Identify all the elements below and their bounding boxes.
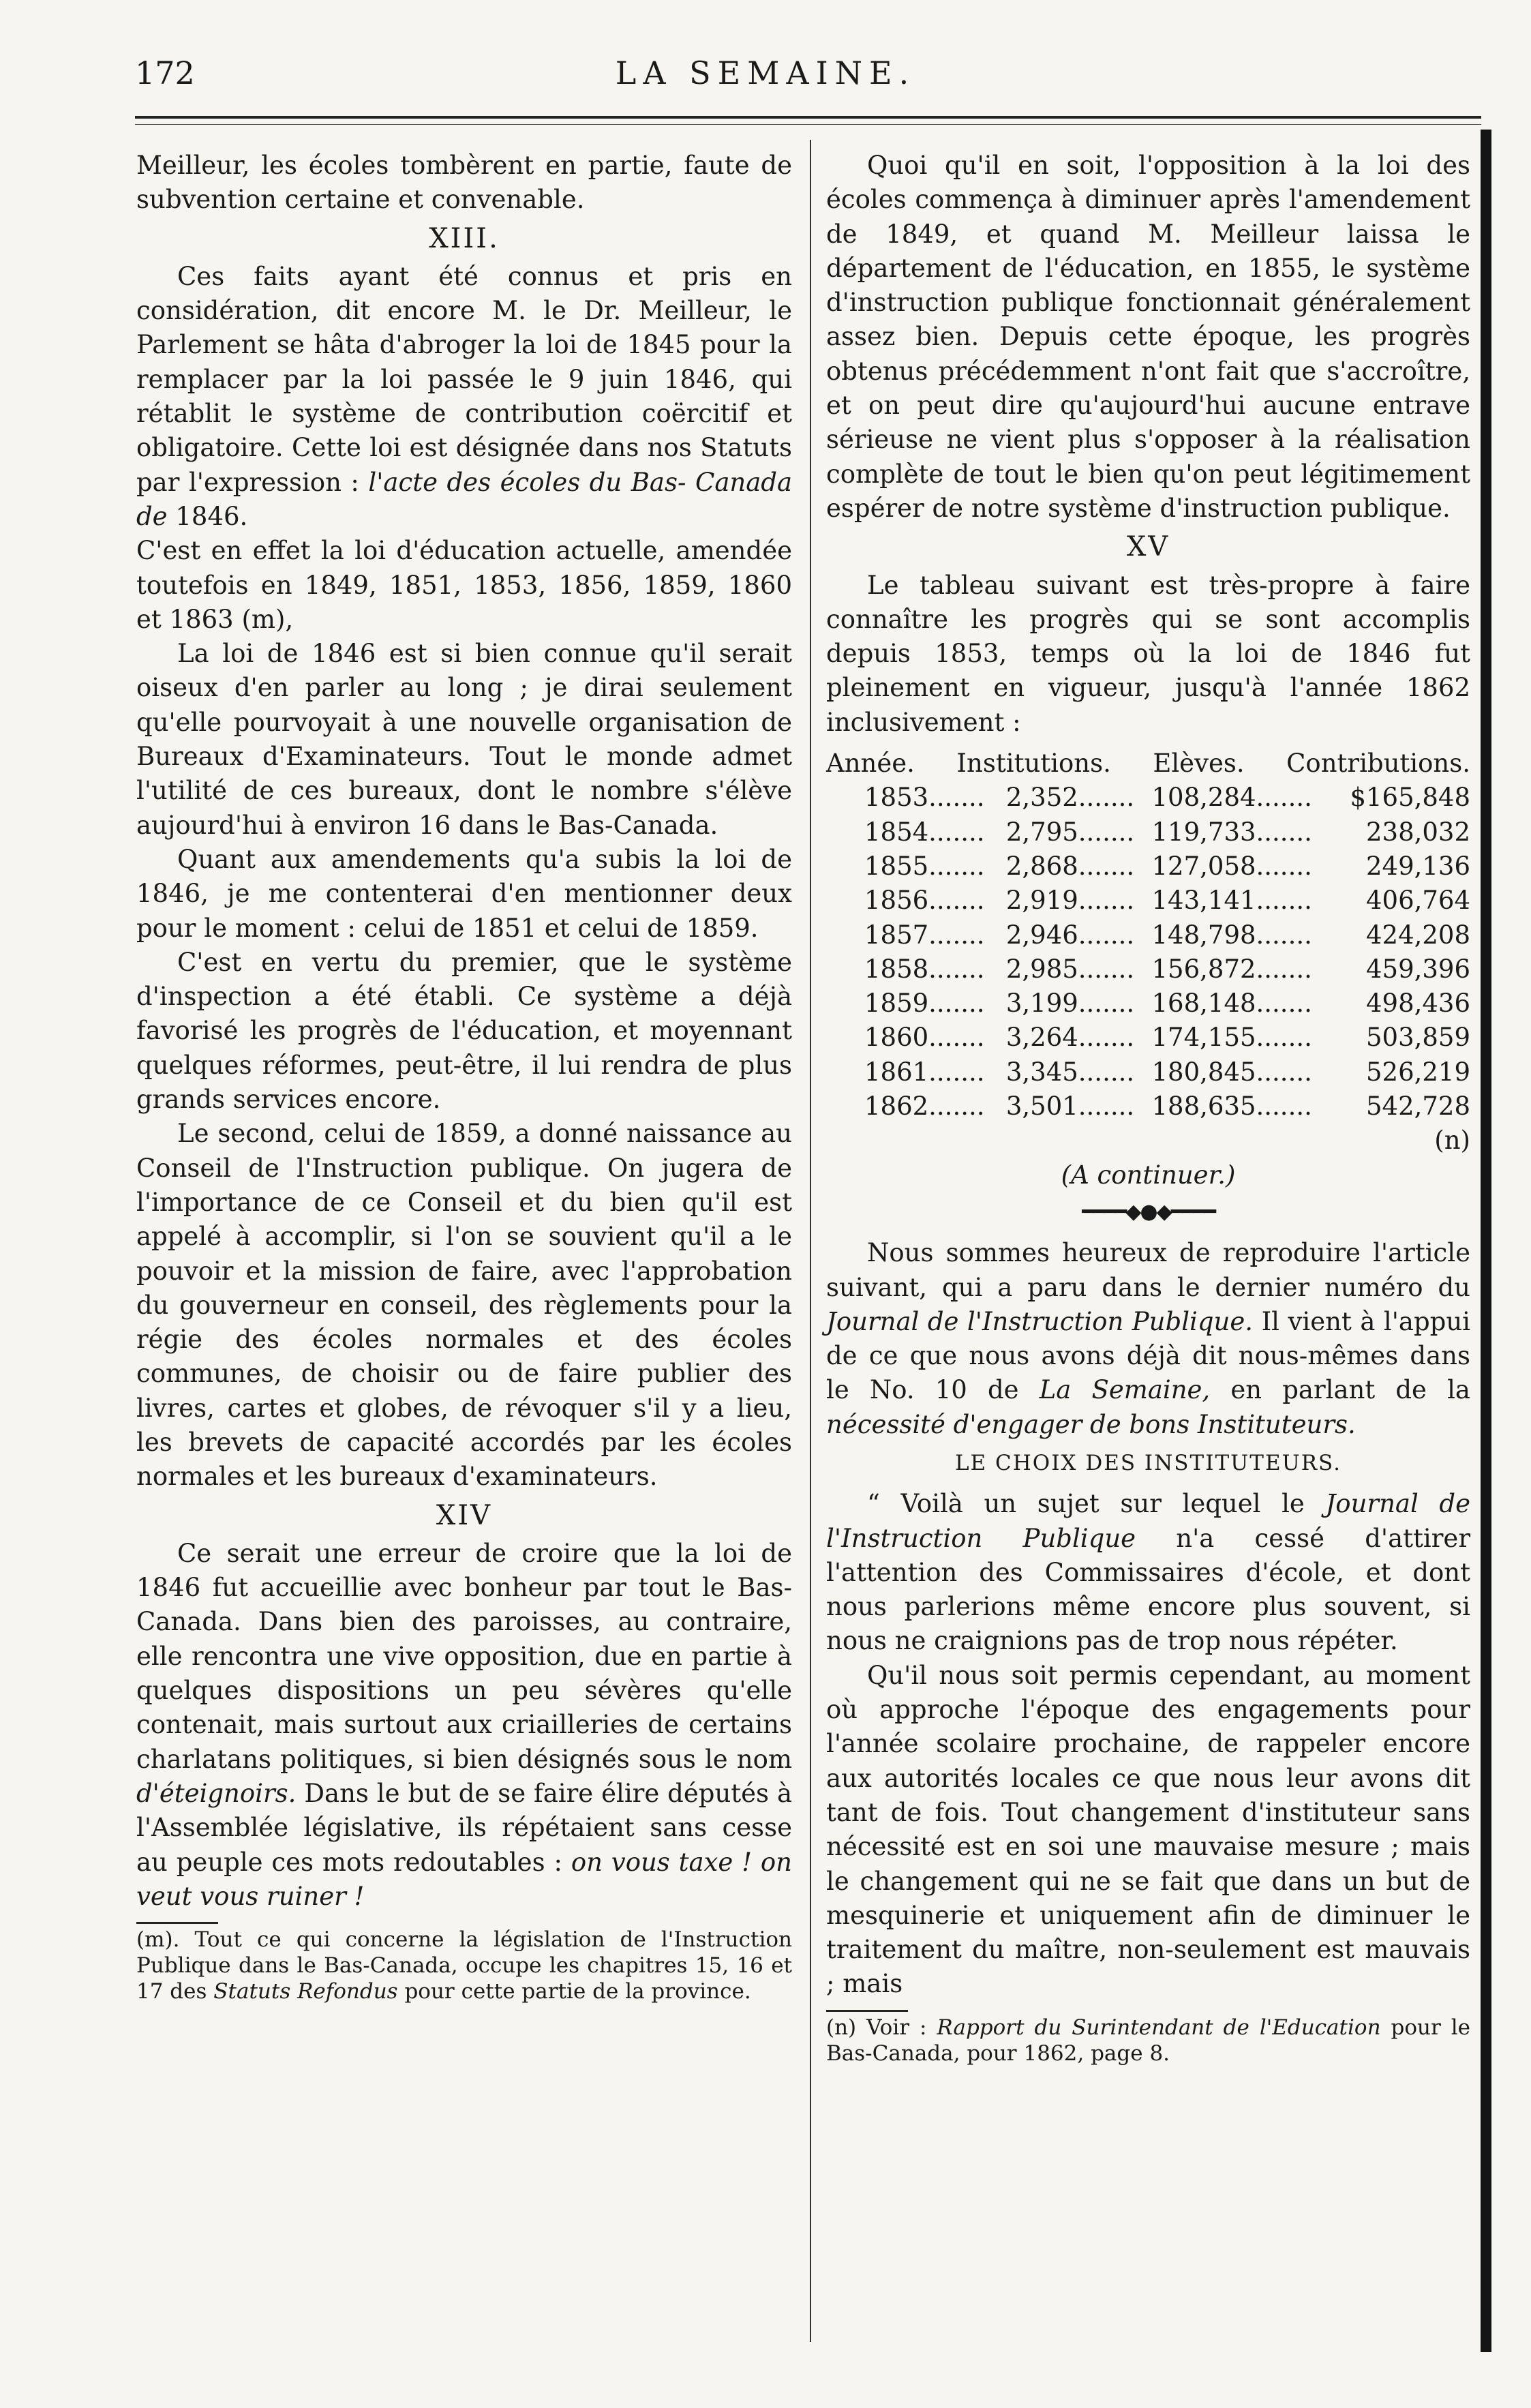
contributions-cell: 249,136 <box>1365 851 1470 881</box>
table-row <box>826 884 1470 918</box>
section-heading-xv: XV <box>1126 531 1170 563</box>
italic-text: l'acte des écoles du Bas- Canada de <box>136 467 793 531</box>
contributions-cell: 424,208 <box>1365 920 1470 950</box>
text: “ Voilà un sujet sur lequel le <box>867 1489 1305 1519</box>
contributions-cell: 406,764 <box>1365 886 1470 916</box>
contributions-cell: $165,848 <box>1350 783 1470 813</box>
eleves-cell: 188,635....... <box>1151 1092 1312 1122</box>
text: en parlant de la <box>1230 1375 1470 1405</box>
article-heading: LE CHOIX DES INSTITUTEURS. <box>954 1450 1342 1475</box>
italic-text: Rapport du Surintendant de l'Education <box>937 2015 1381 2040</box>
table-row <box>826 1055 1470 1089</box>
institutions-cell: 2,946....... <box>1005 920 1135 950</box>
text: 1846. <box>175 501 248 531</box>
italic-text: on vous taxe ! on veut vous ruiner ! <box>136 1847 793 1911</box>
institutions-cell: 3,264....... <box>1005 1023 1135 1053</box>
column-divider <box>810 140 811 2342</box>
table-row <box>826 1089 1470 1124</box>
text: (m). Tout ce qui concerne la législation de l'Instruction Publique dans le Bas-Canada, occupe les chapitres 15, 16 et 17 des <box>136 1927 792 2004</box>
contributions-cell: 238,032 <box>1365 817 1470 847</box>
statistics-table <box>826 781 1470 1124</box>
contributions-cell: 503,859 <box>1365 1023 1470 1053</box>
institutions-cell: 3,345....... <box>1005 1057 1135 1087</box>
text: (n) Voir : <box>826 2015 927 2040</box>
paragraph <box>826 1487 1470 1658</box>
text: Nous sommes heureux de reproduire l'article suivant, qui a paru dans le dernier numéro du <box>826 1238 1470 1302</box>
table-row <box>826 849 1470 884</box>
year-cell: 1858....... <box>864 954 985 984</box>
table-row <box>826 781 1470 815</box>
text: pour le Bas-Canada, pour 1862, page 8. <box>826 2015 1471 2066</box>
running-title: LA SEMAINE. <box>615 55 916 91</box>
eleves-cell: 143,141....... <box>1151 886 1312 916</box>
footnote-m <box>136 1927 792 2004</box>
contributions-cell: 498,436 <box>1365 989 1470 1019</box>
eleves-cell: 127,058....... <box>1151 851 1312 881</box>
paragraph: Quoi qu'il en soit, l'opposition à la loi des écoles commença à diminuer après l'amendement de 1849, et quand M. Meilleur laissa le département de l'éducation, en 1855, le système d'instruction publique fonctionnait généralement assez bien. Depuis cette époque, les progrès obtenus précédemment n'ont fait que s'accroître, et on peut dire qu'aujourd'hui aucune entrave sérieuse ne vient plus s'opposer à la réalisation complète de tout le bien qu'on peut légitimement espérer de notre système d'instruction publique. <box>826 151 1470 523</box>
year-cell: 1854....... <box>864 817 985 847</box>
footnote-n <box>826 2015 1470 2066</box>
continued-label <box>826 1158 1470 1192</box>
paragraph: Qu'il nous soit permis cependant, au moment où approche l'époque des engagements pour l'année scolaire prochaine, de rappeler encore aux autorités locales ce que nous leur avons dit tant de fois. Tout changement d'instituteur sans nécessité est en soi une mauvaise mesure ; mais le changement qui ne se fait que dans un but de mesquinerie et uniquement afin de diminuer le traitement du maître, non-seulement est mauvais ; mais <box>826 1660 1470 1999</box>
year-cell: 1862....... <box>864 1092 985 1122</box>
table-row <box>826 952 1470 987</box>
right-column <box>826 149 1470 2066</box>
institutions-cell: 3,199....... <box>1005 989 1135 1019</box>
italic-text: Journal de l'Instruction Publique. <box>826 1306 1254 1336</box>
eleves-cell: 180,845....... <box>1151 1057 1312 1087</box>
italic-text: Journal de l'Instruction Publique <box>826 1489 1471 1553</box>
contributions-cell: 542,728 <box>1365 1092 1470 1122</box>
contributions-cell: 526,219 <box>1365 1057 1470 1087</box>
paragraph: La loi de 1846 est si bien connue qu'il serait oiseux d'en parler au long ; je dirai seulement qu'elle pourvoyait à une nouvelle organisation de Bureaux d'Examinateurs. Tout le monde admet l'utilité de ces bureaux, dont le nombre s'élève aujourd'hui à environ 16 dans le Bas-Canada. <box>136 639 792 840</box>
eleves-cell: 148,798....... <box>1151 920 1312 950</box>
institutions-cell: 3,501....... <box>1005 1092 1135 1122</box>
paragraph: Meilleur, les écoles tombèrent en partie, faute de subvention certaine et convenable. <box>136 151 792 215</box>
ornamental-divider: ━━━━◆●◆━━━━ <box>1082 1199 1215 1224</box>
footnote-separator <box>136 1922 218 1924</box>
paragraph <box>136 1537 792 1914</box>
section-heading-xiv: XIV <box>436 1499 493 1531</box>
institutions-cell: 2,985....... <box>1005 954 1135 984</box>
year-cell: 1859....... <box>864 989 985 1019</box>
paragraph: Le tableau suivant est très-propre à faire connaître les progrès qui se sont accomplis depuis 1853, temps où la loi de 1846 fut pleinement en vigueur, jusqu'à l'année 1862 inclusivement : <box>826 570 1470 737</box>
text: Dans le but de se faire élire députés à l'Assemblée législative, ils répétaient sans cesse au peuple ces mots redoutables : <box>136 1778 793 1877</box>
table-header: Année. Institutions. Elèves. Contributions. <box>826 749 1470 779</box>
year-cell: 1855....... <box>864 851 985 881</box>
year-cell: 1857....... <box>864 920 985 950</box>
section-heading-xiii: XIII. <box>429 222 500 254</box>
text: pour cette partie de la province. <box>404 1979 751 2004</box>
institutions-cell: 2,919....... <box>1005 886 1135 916</box>
text: Il vient à l'appui de ce que nous avons déjà dit nous-mêmes dans le No. 10 de <box>826 1306 1470 1405</box>
text: n'a cessé d'attirer l'attention des Commissaires d'école, et dont nous parlerions même encore plus souvent, si nous ne craignions pas de trop nous répéter. <box>826 1523 1471 1656</box>
italic-text: nécessité d'engager de bons Instituteurs. <box>826 1409 1356 1439</box>
note-reference-n: (n) <box>1434 1126 1470 1156</box>
header-rule-thin <box>135 124 1481 125</box>
italic-text: d'éteignoirs. <box>136 1778 297 1808</box>
eleves-cell: 168,148....... <box>1151 989 1312 1019</box>
year-cell: 1860....... <box>864 1023 985 1053</box>
year-cell: 1853....... <box>864 783 985 813</box>
table-row <box>826 1021 1470 1055</box>
italic-text: Statuts Refondus <box>213 1979 398 2004</box>
italic-text: La Semaine, <box>1039 1375 1211 1405</box>
institutions-cell: 2,352....... <box>1005 783 1135 813</box>
paragraph: Le second, celui de 1859, a donné naissance au Conseil de l'Instruction publique. On jugera de l'importance de ce Conseil et du bien qu'il est appelé à accomplir, si l'on se souvient qu'il a le pouvoir et la mission de faire, avec l'approbation du gouverneur en conseil, des règlements pour la régie des écoles normales et des écoles communes, de choisir ou de faire publier des livres, cartes et globes, de révoquer s'il y a lieu, les brevets de capacité accordés par les écoles normales et les bureaux d'examinateurs. <box>136 1119 792 1492</box>
header-rule <box>135 116 1481 119</box>
institutions-cell: 2,795....... <box>1005 817 1135 847</box>
paragraph <box>826 1236 1470 1442</box>
paragraph: C'est en effet la loi d'éducation actuelle, amendée toutefois en 1849, 1851, 1853, 1856, 1859, 1860 et 1863 (m), <box>136 536 792 634</box>
eleves-cell: 119,733....... <box>1151 817 1312 847</box>
eleves-cell: 174,155....... <box>1151 1023 1312 1053</box>
paragraph <box>136 260 792 534</box>
year-cell: 1856....... <box>864 886 985 916</box>
paragraph: C'est en vertu du premier, que le système d'inspection a été établi. Ce système a déjà favorisé les progrès de l'éducation, et moyennant quelques réformes, peut-être, il lui rendra de plus grands services encore. <box>136 947 792 1115</box>
text: Ces faits ayant été connus et pris en considération, dit encore M. le Dr. Meilleur, le Parlement se hâta d'abroger la loi de 1845 pour la remplacer par la loi passée le 9 juin 1846, qui rétablit le système de contribution coërcitif et obligatoire. Cette loi est désignée dans nos Statuts par l'expression : <box>136 261 792 497</box>
table-row <box>826 815 1470 849</box>
table-row <box>826 918 1470 952</box>
year-cell: 1861....... <box>864 1057 985 1087</box>
footnote-separator <box>826 2010 908 2012</box>
eleves-cell: 108,284....... <box>1151 783 1312 813</box>
page-edge-bar <box>1481 130 1491 2352</box>
page-number: 172 <box>135 55 195 91</box>
text: Ce serait une erreur de croire que la loi de 1846 fut accueillie avec bonheur par tout le Bas-Canada. Dans bien des paroisses, au contraire, elle rencontra une vive opposition, due en partie à quelques dispositions un peu sévères qu'elle contenait, mais surtout aux criailleries de certains charlatans politiques, si bien désignés sous le nom <box>136 1538 792 1774</box>
table-row <box>826 987 1470 1021</box>
paragraph: Quant aux amendements qu'a subis la loi de 1846, je me contenterai d'en mentionner deux pour le moment : celui de 1851 et celui de 1859. <box>136 844 792 943</box>
italic-text: (A continuer.) <box>1061 1160 1236 1190</box>
eleves-cell: 156,872....... <box>1151 954 1312 984</box>
institutions-cell: 2,868....... <box>1005 851 1135 881</box>
contributions-cell: 459,396 <box>1365 954 1470 984</box>
left-column <box>136 149 792 2004</box>
